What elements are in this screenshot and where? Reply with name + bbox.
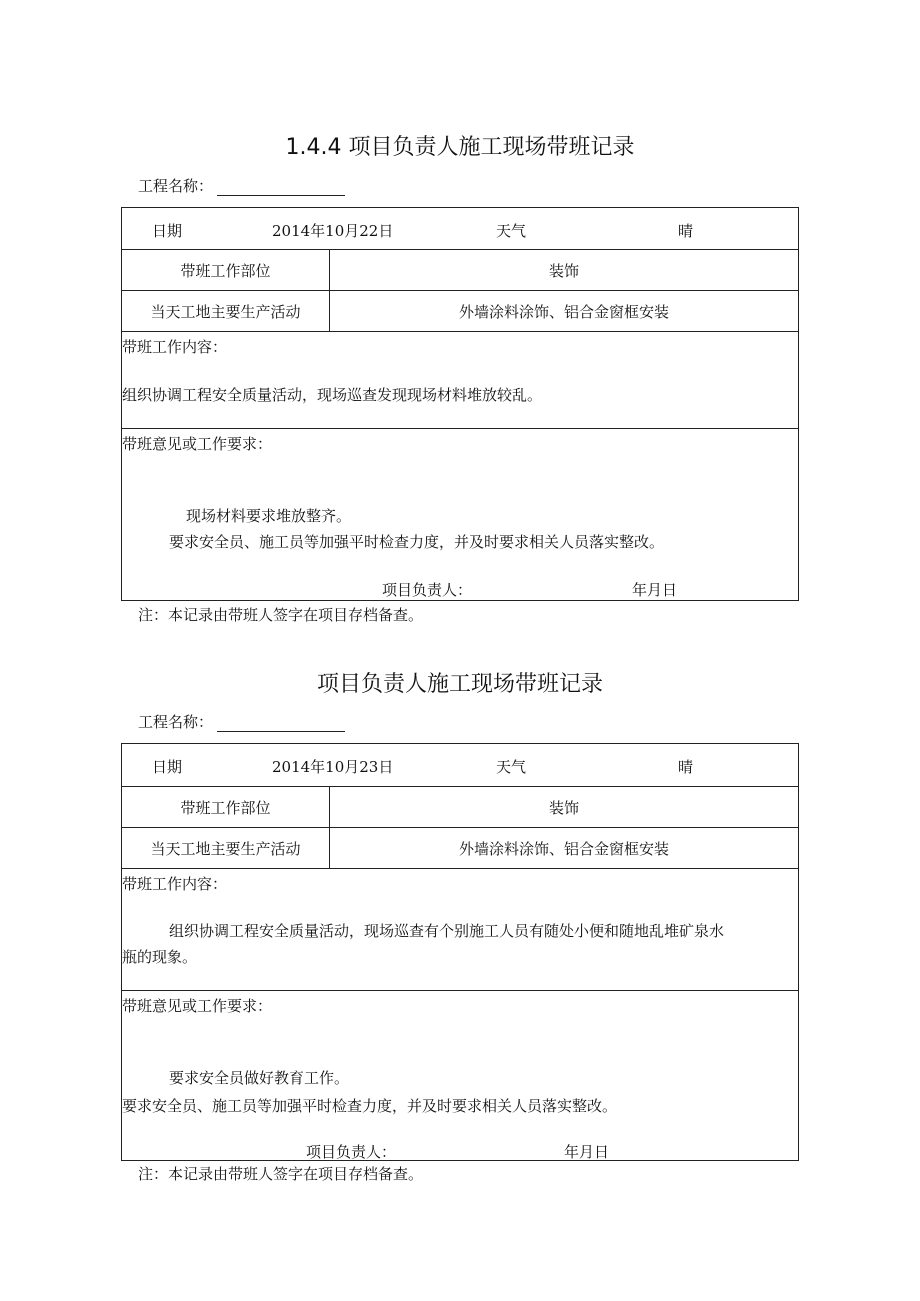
record-1-note: 注：本记录由带班人签字在项目存档备查。 <box>138 606 424 624</box>
content-row <box>122 869 798 991</box>
content-line-2: 瓶的现象。 <box>122 948 198 966</box>
requirement-label: 带班意见或工作要求： <box>122 435 273 453</box>
content-label: 带班工作内容： <box>122 338 228 356</box>
weather-value: 晴 <box>678 222 694 240</box>
activity-value: 外墙涂料涂饰、铝合金窗框安装 <box>458 839 669 858</box>
date-row <box>122 744 798 787</box>
weather-label: 天气 <box>496 758 527 776</box>
content-text: 组织协调工程安全质量活动，现场巡查发现现场材料堆放较乱。 <box>122 386 543 404</box>
requirement-line-2: 要求安全员、施工员等加强平时检查力度，并及时要求相关人员落实整改。 <box>122 1097 618 1115</box>
dept-value: 装饰 <box>548 261 579 280</box>
requirement-line-1: 现场材料要求堆放整齐。 <box>186 507 352 525</box>
date-row <box>122 208 798 250</box>
sign-date: 年月日 <box>632 581 678 599</box>
record-1-title: 1.4.4 项目负责人施工现场带班记录 <box>285 135 635 160</box>
requirement-line-2: 要求安全员、施工员等加强平时检查力度，并及时要求相关人员落实整改。 <box>169 533 665 551</box>
record-2-table <box>121 743 799 1161</box>
content-line-1: 组织协调工程安全质量活动，现场巡查有个别施工人员有随处小便和随地乱堆矿泉水 <box>169 922 725 940</box>
dept-row <box>122 787 798 828</box>
dept-value: 装饰 <box>548 798 579 817</box>
date-value: 2014年10月23日 <box>272 758 394 776</box>
requirement-row <box>122 991 798 1161</box>
signer-label: 项目负责人： <box>306 1143 397 1161</box>
record-2-project-name <box>138 711 345 732</box>
activity-row <box>122 291 798 332</box>
dept-label: 带班工作部位 <box>180 261 271 280</box>
requirement-label: 带班意见或工作要求： <box>122 997 273 1015</box>
signer-label: 项目负责人： <box>382 581 473 599</box>
project-name-label: 工程名称： <box>138 713 214 731</box>
content-label: 带班工作内容： <box>122 875 228 893</box>
record-2-title: 项目负责人施工现场带班记录 <box>316 672 603 697</box>
dept-label: 带班工作部位 <box>180 798 271 817</box>
weather-label: 天气 <box>496 222 527 240</box>
project-name-blank <box>217 717 345 732</box>
date-value: 2014年10月22日 <box>272 222 394 240</box>
record-1-table <box>121 207 799 601</box>
activity-label: 当天工地主要生产活动 <box>150 839 301 858</box>
activity-value: 外墙涂料涂饰、铝合金窗框安装 <box>458 302 669 321</box>
record-2-note: 注：本记录由带班人签字在项目存档备查。 <box>138 1165 424 1183</box>
activity-label: 当天工地主要生产活动 <box>150 302 301 321</box>
date-label: 日期 <box>152 758 183 776</box>
record-1-project-name <box>138 175 345 196</box>
project-name-blank <box>217 181 345 196</box>
requirement-row <box>122 429 798 600</box>
project-name-label: 工程名称： <box>138 177 214 195</box>
date-label: 日期 <box>152 222 183 240</box>
requirement-line-1: 要求安全员做好教育工作。 <box>169 1069 350 1087</box>
weather-value: 晴 <box>678 758 694 776</box>
dept-row <box>122 250 798 291</box>
sign-date: 年月日 <box>564 1143 610 1161</box>
activity-row <box>122 828 798 869</box>
content-row <box>122 332 798 429</box>
